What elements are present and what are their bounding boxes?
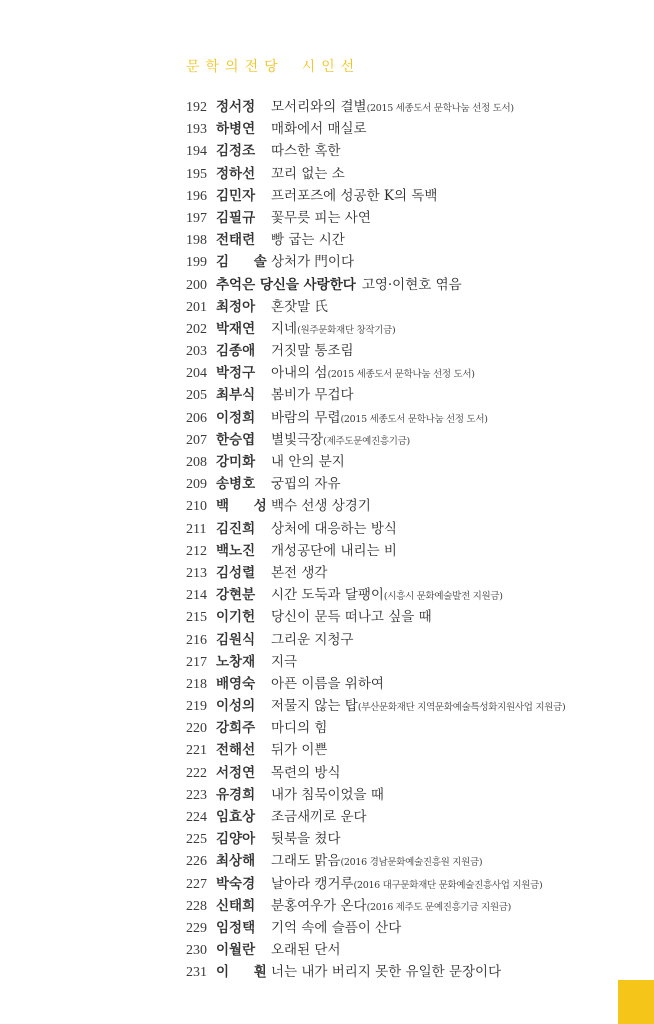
entry-title: 그래도 맑음 [271, 853, 341, 870]
entry-author: 이성의 [216, 698, 256, 715]
entry-number: 199 [186, 255, 207, 271]
entry-title: 상처에 대응하는 방식 [271, 520, 397, 537]
book-list [186, 96, 646, 984]
entry-author: 배영숙 [216, 675, 256, 692]
list-item [186, 407, 646, 429]
entry-title: 거짓말 통조림 [271, 343, 354, 360]
entry-number: 213 [186, 565, 207, 581]
entry-number: 211 [186, 521, 207, 537]
entry-note: (시흥시 문화예술발전 지원금) [383, 591, 503, 603]
entry-author: 김종애 [216, 343, 256, 360]
entry-number: 226 [186, 854, 207, 870]
list-item [186, 606, 646, 628]
entry-title: 저물지 않는 탑 [271, 698, 358, 715]
entry-author: 이월란 [216, 942, 256, 959]
entry-author: 서정연 [216, 764, 256, 781]
entry-number: 203 [186, 344, 207, 360]
list-item [186, 961, 646, 983]
entry-author: 신태희 [216, 897, 256, 914]
entry-author: 이기헌 [216, 609, 256, 626]
list-item [186, 163, 646, 185]
entry-title: 지네 [271, 320, 298, 337]
entry-number: 196 [186, 188, 207, 204]
entry-number: 217 [186, 654, 207, 670]
entry-title: 아내의 섬 [271, 365, 328, 382]
entry-number: 230 [186, 943, 207, 959]
corner-tab [618, 980, 654, 1024]
entry-title: 시간 도둑과 달팽이 [271, 587, 384, 604]
entry-title: 분홍여우가 온다 [271, 897, 367, 914]
entry-number: 192 [186, 100, 207, 115]
entry-author: 최상해 [216, 853, 256, 870]
entry-note: (2016 대구문화재단 문화예술진흥사업 지원금) [353, 879, 543, 891]
list-item [186, 318, 646, 340]
entry-number: 219 [186, 699, 207, 715]
list-item [186, 895, 646, 917]
entry-author: 박정구 [216, 365, 256, 382]
entry-title: 목련의 방식 [271, 764, 341, 781]
list-item [186, 251, 646, 273]
entry-title: 빵 굽는 시간 [271, 232, 345, 249]
entry-number: 195 [186, 166, 207, 182]
list-item [186, 695, 646, 717]
list-item [186, 429, 646, 451]
list-item [186, 762, 646, 784]
entry-title: 혼잣말 氏 [271, 298, 328, 315]
entry-author: 전태련 [216, 232, 256, 249]
entry-note: (2015 세종도서 문학나눔 선정 도서) [340, 413, 488, 425]
entry-author: 강현분 [216, 587, 256, 604]
list-item [186, 828, 646, 850]
entry-number: 208 [186, 455, 207, 470]
entry-number: 214 [186, 588, 207, 604]
entry-author: 김 솔 [216, 254, 277, 271]
series-label: 시인선 [301, 59, 361, 75]
entry-author: 강미화 [216, 454, 256, 470]
entry-title: 꼬리 없는 소 [271, 165, 345, 182]
entry-number: 202 [186, 321, 207, 337]
entry-number: 200 [186, 277, 207, 293]
entry-title: 프러포즈에 성공한 K의 독백 [271, 187, 438, 204]
list-item [186, 540, 646, 562]
list-item [186, 96, 646, 118]
entry-author: 백 성 [216, 498, 277, 515]
list-item [186, 584, 646, 606]
anthology-title: 추억은 당신을 사랑한다 [216, 276, 356, 293]
entry-title: 개성공단에 내리는 비 [271, 542, 397, 559]
entry-number: 216 [186, 632, 207, 648]
list-item [186, 118, 646, 140]
entry-note: (2016 경남문화예술진흥원 지원금) [340, 857, 483, 869]
entry-title: 내가 침묵이었을 때 [271, 786, 384, 803]
entry-note: (제주도문예진흥기금) [323, 435, 410, 447]
entry-title: 마디의 힘 [271, 720, 328, 737]
entry-author: 김필규 [216, 209, 256, 226]
entry-author: 한승엽 [216, 431, 256, 448]
list-item [186, 518, 646, 540]
list-item [186, 939, 646, 961]
entry-number: 207 [186, 432, 207, 448]
list-item [186, 873, 646, 895]
entry-author: 정서정 [216, 99, 256, 115]
list-item [186, 629, 646, 651]
anthology-editors: 고영·이현호 엮음 [361, 276, 462, 293]
entry-title: 뒤가 이쁜 [271, 742, 328, 759]
entry-number: 215 [186, 610, 207, 626]
entry-author: 강희주 [216, 720, 256, 737]
list-item [186, 717, 646, 739]
entry-number: 224 [186, 810, 207, 825]
entry-number: 231 [186, 965, 207, 981]
entry-title: 기억 속에 슬픔이 산다 [271, 919, 402, 936]
entry-author: 노창재 [216, 653, 256, 670]
entry-number: 228 [186, 898, 207, 914]
list-item [186, 739, 646, 761]
entry-number: 204 [186, 366, 207, 382]
entry-number: 198 [186, 233, 207, 249]
entry-author: 김정조 [216, 143, 256, 160]
entry-number: 205 [186, 388, 207, 404]
list-item [186, 806, 646, 828]
entry-title: 따스한 혹한 [271, 143, 341, 160]
entry-author: 김원식 [216, 631, 256, 648]
entry-note: (2015 세종도서 문학나눔 선정 도서) [327, 369, 475, 381]
entry-number: 220 [186, 721, 207, 737]
entry-title: 너는 내가 버리지 못한 유일한 문장이다 [271, 964, 502, 981]
entry-author: 최부식 [216, 387, 256, 404]
entry-title: 내 안의 분지 [271, 454, 345, 470]
list-item [186, 917, 646, 939]
list-item [186, 473, 646, 495]
entry-author: 유경희 [216, 786, 256, 803]
entry-title: 날아라 캥거루 [271, 875, 354, 892]
list-item [186, 651, 646, 673]
entry-note: (2016 제주도 문예진흥기금 지원금) [366, 901, 512, 913]
entry-number: 193 [186, 122, 207, 138]
entry-author: 김양아 [216, 831, 256, 848]
list-item [186, 340, 646, 362]
entry-author: 임정택 [216, 919, 256, 936]
entry-number: 223 [186, 787, 207, 803]
entry-author: 하병연 [216, 121, 256, 138]
entry-title: 상처가 門이다 [271, 254, 354, 271]
entry-number: 229 [186, 920, 207, 936]
entry-number: 201 [186, 299, 207, 315]
entry-title: 그리운 지청구 [271, 631, 354, 648]
entry-title: 본전 생각 [271, 564, 328, 581]
entry-number: 225 [186, 832, 207, 848]
list-item [186, 362, 646, 384]
entry-author: 박숙경 [216, 875, 256, 892]
entry-number: 221 [186, 743, 207, 759]
entry-note: (부산문화재단 지역문화예술특성화지원사업 지원금) [357, 702, 566, 714]
entry-title: 뒷북을 쳤다 [271, 831, 341, 848]
publisher-label: 문학의전당 [186, 59, 284, 75]
entry-title: 궁핍의 자유 [271, 476, 341, 493]
list-item [186, 296, 646, 318]
entry-author: 정하선 [216, 165, 256, 182]
list-item [186, 495, 646, 517]
entry-author: 박재연 [216, 320, 256, 337]
entry-author: 최정아 [216, 298, 256, 315]
entry-author: 이정희 [216, 409, 256, 426]
entry-number: 227 [186, 876, 207, 892]
entry-title: 별빛극장 [271, 431, 324, 448]
entry-title: 조금새끼로 운다 [271, 809, 367, 825]
entry-author: 김진희 [216, 520, 256, 537]
entry-author: 김민자 [216, 187, 256, 204]
list-item [186, 673, 646, 695]
entry-number: 206 [186, 410, 207, 426]
list-item [186, 451, 646, 473]
entry-title: 매화에서 매실로 [271, 121, 367, 138]
entry-number: 209 [186, 477, 207, 493]
list-item [186, 384, 646, 406]
entry-number: 218 [186, 676, 207, 692]
entry-title: 오래된 단서 [271, 942, 341, 959]
entry-title: 백수 선생 상경기 [271, 498, 371, 515]
entry-author: 전해선 [216, 742, 256, 759]
entry-number: 222 [186, 765, 207, 781]
entry-title: 당신이 문득 떠나고 싶을 때 [271, 609, 432, 626]
entry-note: (2015 세종도서 문학나눔 선정 도서) [366, 103, 514, 114]
entry-author: 이 훤 [216, 964, 277, 981]
entry-title: 꽃무릇 피는 사연 [271, 209, 371, 226]
entry-title: 지극 [271, 653, 298, 670]
entry-title: 봄비가 무겁다 [271, 387, 354, 404]
entry-number: 197 [186, 210, 207, 226]
list-item-special [186, 274, 646, 296]
entry-number: 210 [186, 499, 207, 515]
list-item [186, 140, 646, 162]
entry-author: 백노진 [216, 542, 256, 559]
entry-number: 212 [186, 543, 207, 559]
list-item [186, 850, 646, 872]
entry-number: 194 [186, 144, 207, 160]
entry-author: 임효상 [216, 809, 256, 825]
list-item [186, 185, 646, 207]
page-title [186, 56, 360, 76]
entry-author: 김성렬 [216, 564, 256, 581]
entry-title: 아픈 이름을 위하여 [271, 675, 384, 692]
entry-title: 모서리와의 결별 [271, 99, 367, 115]
list-item [186, 207, 646, 229]
entry-title: 바람의 무렵 [271, 409, 341, 426]
list-item [186, 229, 646, 251]
list-item [186, 784, 646, 806]
list-item [186, 562, 646, 584]
entry-author: 송병호 [216, 476, 256, 493]
entry-note: (원주문화재단 창작기금) [297, 324, 396, 336]
